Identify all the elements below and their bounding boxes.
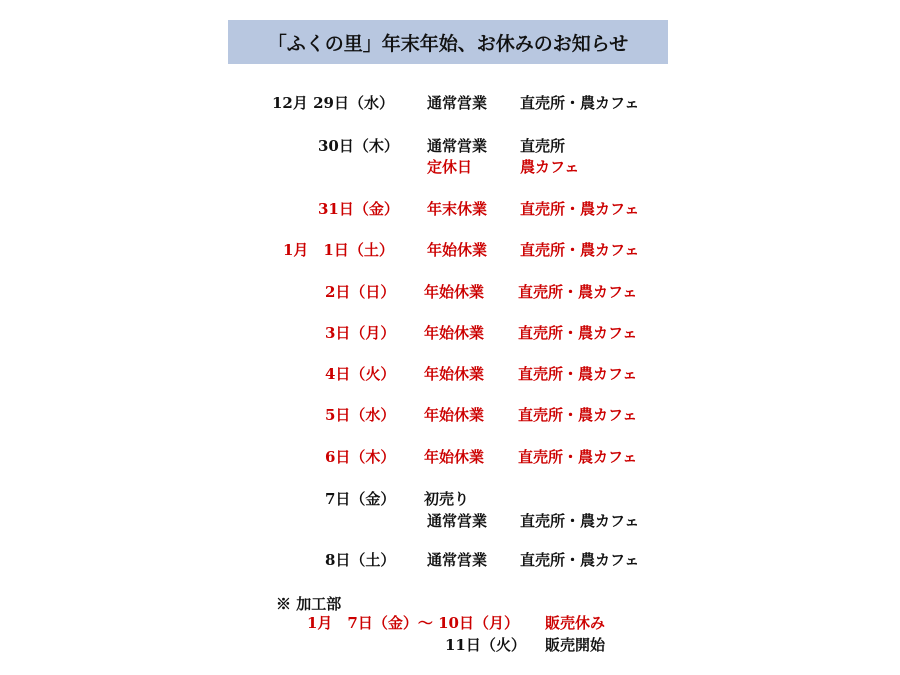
- schedule-target: 直売所・農カフェ: [518, 406, 638, 424]
- schedule-date: 2日（日）: [325, 283, 396, 301]
- schedule-date: 5日（水）: [325, 406, 396, 424]
- schedule-date: 12月 29日（水）: [272, 94, 394, 112]
- schedule-status: 年始休業: [424, 283, 485, 301]
- schedule-date: 8日（土）: [325, 551, 396, 569]
- schedule-date: 3日（月）: [325, 324, 396, 342]
- schedule-target: 直売所・農カフェ: [518, 324, 638, 342]
- schedule-target: 直売所・農カフェ: [520, 94, 640, 112]
- schedule-target: 農カフェ: [520, 158, 580, 176]
- schedule-status: 通常営業: [427, 512, 488, 530]
- schedule-date: 4日（火）: [325, 365, 396, 383]
- schedule-target: 直売所・農カフェ: [518, 448, 638, 466]
- schedule-status: 通常営業: [427, 94, 488, 112]
- schedule-status: 年始休業: [427, 241, 488, 259]
- schedule-target: 直売所・農カフェ: [518, 365, 638, 383]
- schedule-status: 年始休業: [424, 324, 485, 342]
- schedule-target: 直売所・農カフェ: [520, 241, 640, 259]
- schedule-status: 初売り: [424, 490, 470, 508]
- schedule-date: 7日（金）: [325, 490, 396, 508]
- schedule-target: 直売所・農カフェ: [520, 512, 640, 530]
- schedule-date: 6日（木）: [325, 448, 396, 466]
- schedule-status: 通常営業: [427, 551, 488, 569]
- schedule-target: 直売所・農カフェ: [520, 200, 640, 218]
- schedule-target: 直売所: [520, 137, 566, 155]
- schedule-status: 年始休業: [424, 365, 485, 383]
- schedule-date: 1月 1日（土）: [283, 241, 394, 259]
- schedule-target: 直売所・農カフェ: [520, 551, 640, 569]
- schedule-date: 31日（金）: [318, 200, 399, 218]
- schedule-status: 年始休業: [424, 448, 485, 466]
- note-status: 販売開始: [545, 636, 606, 654]
- schedule-status: 通常営業: [427, 137, 488, 155]
- note-status: 販売休み: [545, 614, 606, 632]
- schedule-status: 年始休業: [424, 406, 485, 424]
- notice-title: 「ふくの里」年末年始、お休みのお知らせ: [228, 20, 668, 64]
- schedule-target: 直売所・農カフェ: [518, 283, 638, 301]
- note-period: 1月 7日（金）～ 10日（月）: [307, 614, 519, 632]
- schedule-status: 年末休業: [427, 200, 488, 218]
- schedule-status: 定休日: [427, 158, 473, 176]
- note-header: ※ 加工部: [276, 595, 342, 613]
- schedule-date: 30日（木）: [318, 137, 399, 155]
- note-date: 11日（火）: [445, 636, 526, 654]
